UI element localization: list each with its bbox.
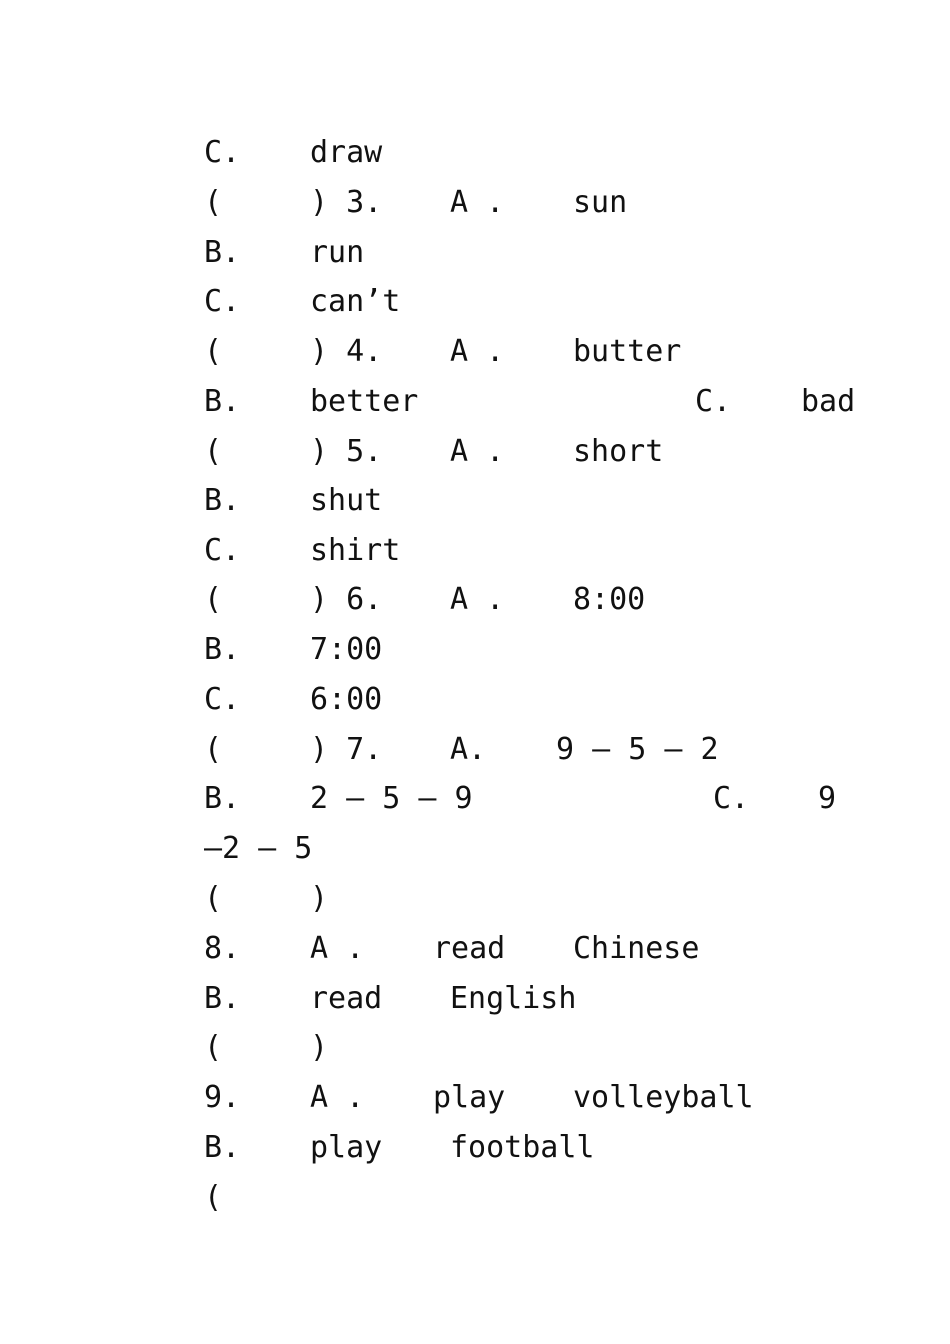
option-text: shirt <box>310 533 401 568</box>
option-letter: A . <box>310 931 365 966</box>
question-line <box>0 879 950 919</box>
option-letter: A . <box>310 1080 365 1115</box>
answer-bracket-open: ( <box>204 1030 223 1065</box>
option-text: 2 – 5 – 9 <box>310 781 473 816</box>
question-line <box>0 183 950 223</box>
option-letter: B. <box>204 981 241 1016</box>
question-number: ) 5. <box>310 434 383 469</box>
question-line <box>0 580 950 620</box>
option-line <box>0 233 950 273</box>
option-text: Chinese <box>573 931 700 966</box>
question-line <box>0 1178 950 1218</box>
option-line <box>0 133 950 173</box>
question-line <box>0 1078 950 1118</box>
option-letter: C. <box>204 135 241 170</box>
option-text: play <box>310 1130 383 1165</box>
answer-bracket-open: ( <box>204 334 223 369</box>
option-line <box>0 979 950 1019</box>
option-line <box>0 680 950 720</box>
option-text: volleyball <box>573 1080 754 1115</box>
option-letter: C. <box>204 284 241 319</box>
option-line <box>0 829 950 869</box>
option-line <box>0 282 950 322</box>
option-letter: B. <box>204 781 241 816</box>
option-letter: B. <box>204 483 241 518</box>
option-text: butter <box>573 334 682 369</box>
answer-bracket-close: ) <box>310 1030 329 1065</box>
question-number: ) 3. <box>310 185 383 220</box>
option-line <box>0 382 950 422</box>
option-letter: B. <box>204 1130 241 1165</box>
option-text: football <box>450 1130 595 1165</box>
question-number: ) 4. <box>310 334 383 369</box>
answer-bracket-close: ) <box>310 881 329 916</box>
option-letter: C. <box>713 781 750 816</box>
option-letter: C. <box>695 384 732 419</box>
option-text: 8:00 <box>573 582 646 617</box>
option-text: better <box>310 384 419 419</box>
question-number: ) 6. <box>310 582 383 617</box>
option-letter: A . <box>450 582 505 617</box>
option-line <box>0 481 950 521</box>
option-text: read <box>310 981 383 1016</box>
question-number: 9. <box>204 1080 241 1115</box>
option-line <box>0 779 950 819</box>
option-text: play <box>433 1080 506 1115</box>
option-letter: A . <box>450 334 505 369</box>
option-text: run <box>310 235 365 270</box>
option-text: sun <box>573 185 628 220</box>
question-number: 8. <box>204 931 241 966</box>
option-text: 7:00 <box>310 632 383 667</box>
option-letter: B. <box>204 632 241 667</box>
option-letter: A. <box>450 732 487 767</box>
option-text: can’t <box>310 284 401 319</box>
option-letter: B. <box>204 384 241 419</box>
question-line <box>0 1028 950 1068</box>
option-letter: A . <box>450 434 505 469</box>
question-line <box>0 332 950 372</box>
answer-bracket-open: ( <box>204 732 223 767</box>
answer-bracket-open: ( <box>204 185 223 220</box>
option-letter: C. <box>204 682 241 717</box>
answer-bracket-open: ( <box>204 1180 223 1215</box>
option-letter: A . <box>450 185 505 220</box>
option-text: read <box>433 931 506 966</box>
option-line <box>0 531 950 571</box>
question-number: ) 7. <box>310 732 383 767</box>
answer-bracket-open: ( <box>204 434 223 469</box>
question-line <box>0 432 950 472</box>
option-letter: C. <box>204 533 241 568</box>
option-text: English <box>450 981 577 1016</box>
option-line <box>0 1128 950 1168</box>
option-text: shut <box>310 483 383 518</box>
option-text: 6:00 <box>310 682 383 717</box>
question-line <box>0 929 950 969</box>
answer-bracket-open: ( <box>204 582 223 617</box>
question-line <box>0 730 950 770</box>
option-line <box>0 630 950 670</box>
option-text: –2 – 5 <box>204 831 313 866</box>
option-text: 9 – 5 – 2 <box>556 732 719 767</box>
option-text: draw <box>310 135 383 170</box>
answer-bracket-open: ( <box>204 881 223 916</box>
option-letter: B. <box>204 235 241 270</box>
option-text: 9 <box>818 781 837 816</box>
option-text: bad <box>801 384 856 419</box>
option-text: short <box>573 434 664 469</box>
